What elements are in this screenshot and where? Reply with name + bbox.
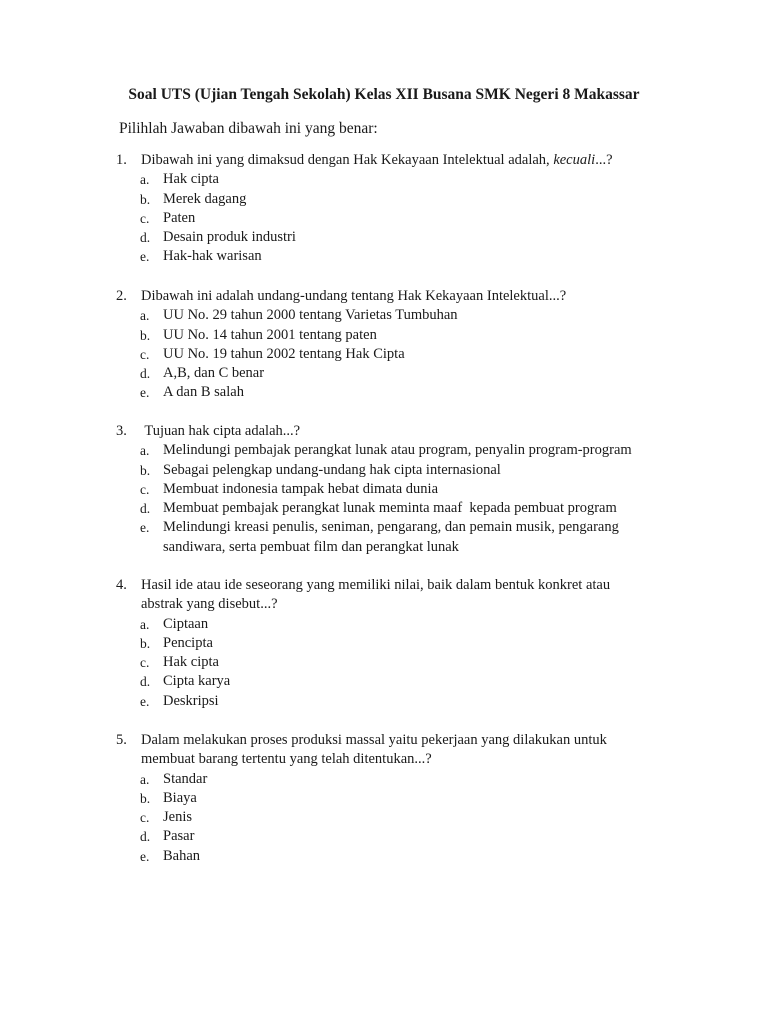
question-number: 5. [116, 732, 127, 748]
option-d: d. Pasar [140, 828, 195, 845]
option-e: e. Bahan [140, 847, 201, 864]
option-a: a. Melindungi pembajak perangkat lunak atau program, penyalin program-program [140, 442, 632, 459]
option-b: b. Biaya [140, 789, 197, 806]
option-b: b. Pencipta [140, 634, 213, 651]
question-number: 4. [116, 577, 127, 593]
question-text-continuation: abstrak yang disebut...? [141, 596, 278, 613]
question-5 [0, 731, 768, 866]
option-d: d. Desain produk industri [140, 229, 296, 246]
instruction-text: Pilihlah Jawaban dibawah ini yang benar: [119, 120, 378, 137]
option-d: d. Cipta karya [140, 673, 231, 690]
question-text-continuation: membuat barang tertentu yang telah ditentukan...? [141, 751, 432, 768]
option-e-continuation: sandiwara, serta pembuat film dan perangkat lunak [163, 538, 459, 555]
option-e: e. Hak-hak warisan [140, 248, 262, 265]
question-2 [0, 287, 768, 403]
question-number: 1. [116, 152, 127, 168]
question-1 [0, 151, 768, 267]
page-title: Soal UTS (Ujian Tengah Sekolah) Kelas XII Busana SMK Negeri 8 Makassar [128, 86, 640, 103]
option-b: b. Merek dagang [140, 190, 247, 207]
option-e: e. A dan B salah [140, 384, 244, 401]
option-d: d. A,B, dan C benar [140, 365, 265, 382]
option-c: c. Hak cipta [140, 654, 219, 671]
question-4 [0, 576, 768, 711]
question-number: 3. [116, 423, 127, 439]
option-e: e. Deskripsi [140, 692, 219, 709]
question-text: Dibawah ini yang dimaksud dengan Hak Kekayaan Intelektual adalah, kecuali...? [141, 152, 613, 168]
option-a: a. Ciptaan [140, 615, 209, 632]
option-a: a. Hak cipta [140, 171, 219, 188]
question-number: 2. [116, 288, 127, 304]
option-c: c. UU No. 19 tahun 2002 tentang Hak Cipta [140, 345, 405, 362]
option-a: a. UU No. 29 tahun 2000 tentang Varietas Tumbuhan [140, 307, 458, 324]
option-b: b. UU No. 14 tahun 2001 tentang paten [140, 326, 377, 343]
question-3 [0, 422, 768, 557]
option-d: d. Membuat pembajak perangkat lunak meminta maaf kepada pembuat program [140, 500, 617, 517]
option-a: a. Standar [140, 770, 208, 787]
question-text: Hasil ide atau ide seseorang yang memiliki nilai, baik dalam bentuk konkret atau [141, 577, 611, 593]
option-b: b. Sebagai pelengkap undang-undang hak cipta internasional [140, 461, 501, 478]
option-c: c. Membuat indonesia tampak hebat dimata dunia [140, 480, 439, 497]
option-c: c. Jenis [140, 809, 192, 826]
option-e: e. Melindungi kreasi penulis, seniman, pengarang, dan pemain musik, pengarang [140, 519, 619, 536]
question-text: Dalam melakukan proses produksi massal yaitu pekerjaan yang dilakukan untuk [141, 732, 607, 748]
question-text: Dibawah ini adalah undang-undang tentang Hak Kekayaan Intelektual...? [141, 288, 567, 304]
question-text: Tujuan hak cipta adalah...? [141, 423, 301, 439]
option-c: c. Paten [140, 209, 196, 226]
